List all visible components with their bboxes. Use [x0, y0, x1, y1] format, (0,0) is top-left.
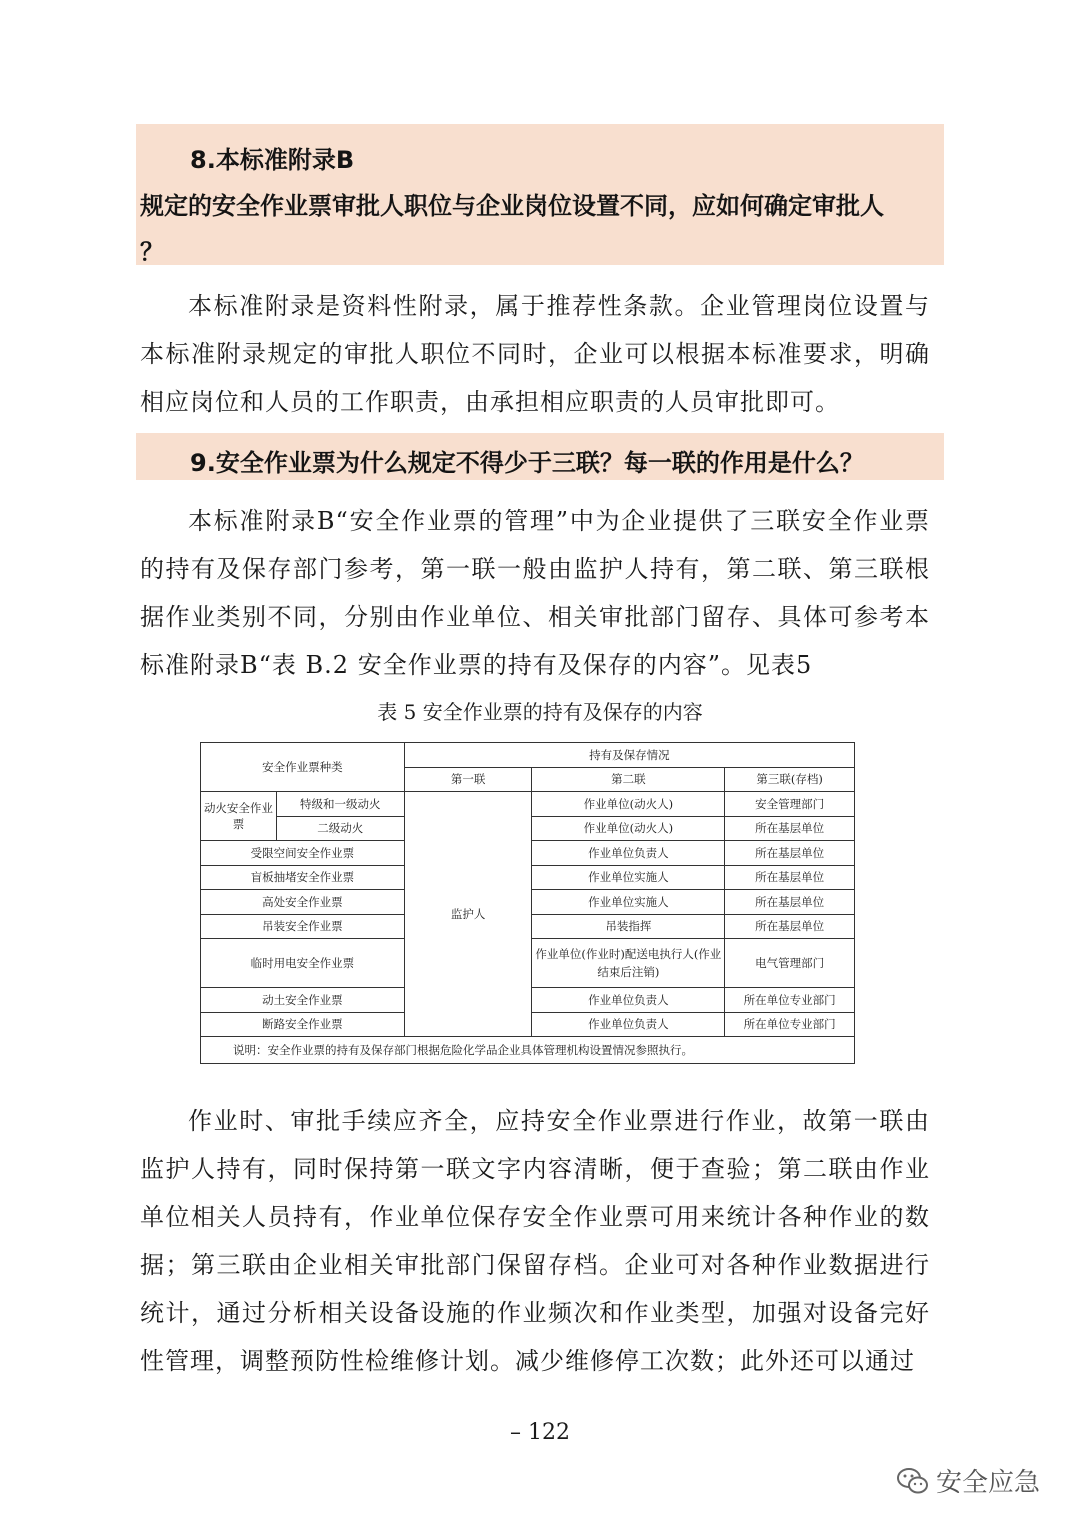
header-permit-type: 安全作业票种类	[201, 743, 405, 792]
second-copy-cell: 作业单位负责人	[532, 1012, 725, 1037]
permit-name-cell: 特级和一级动火	[276, 792, 404, 817]
third-copy-cell: 所在基层单位	[725, 841, 855, 866]
table-note: 说明：安全作业票的持有及保存部门根据危险化学品企业具体管理机构设置情况参照执行。	[201, 1037, 855, 1064]
table-row	[201, 792, 855, 817]
second-copy-cell: 作业单位负责人	[532, 988, 725, 1013]
watermark	[896, 1462, 1040, 1499]
permit-name-cell: 二级动火	[276, 816, 404, 841]
table-header-row	[201, 743, 855, 768]
second-copy-cell: 作业单位(动火人)	[532, 816, 725, 841]
third-copy-cell: 所在基层单位	[725, 914, 855, 939]
second-copy-cell: 作业单位实施人	[532, 890, 725, 915]
answer-9-body-paragraph: 作业时、审批手续应齐全，应持安全作业票进行作业，故第一联由监护人持有，同时保持第一联文字内容清晰，便于查验；第二联由作业单位相关人员持有，作业单位保存安全作业票可用来统计各种作业的数据；第三联由企业相关审批部门保留存档。企业可对各种作业数据进行统计，通过分析相关设备设施的作业频次和作业类型，加强对设备完好性管理，调整预防性检维修计划。减少维修停工次数；此外还可以通过	[140, 1107, 930, 1375]
second-copy-cell: 吊装指挥	[532, 914, 725, 939]
answer-8-paragraph: 本标准附录是资料性附录，属于推荐性条款。企业管理岗位设置与本标准附录规定的审批人职位不同时，企业可以根据本标准要求，明确相应岗位和人员的工作职责，由承担相应职责的人员审批即可。	[140, 292, 930, 416]
permit-retention-table	[200, 742, 855, 1064]
wechat-icon	[896, 1466, 930, 1496]
second-copy-cell: 作业单位(作业时)配送电执行人(作业结束后注销)	[532, 939, 725, 988]
permit-name-cell: 受限空间安全作业票	[201, 841, 405, 866]
answer-9-intro-paragraph: 本标准附录B“安全作业票的管理”中为企业提供了三联安全作业票的持有及保存部门参考，第一联一般由监护人持有，第二联、第三联根据作业类别不同，分别由作业单位、相关审批部门留存、具体可参考本标准附录B“表 B.2 安全作业票的持有及保存的内容”。见表5	[140, 507, 930, 679]
third-copy-cell: 电气管理部门	[725, 939, 855, 988]
header-second-copy: 第二联	[532, 767, 725, 792]
question-9-title: 9.安全作业票为什么规定不得少于三联？每一联的作用是什么？	[190, 449, 864, 477]
permit-name-cell: 盲板抽堵安全作业票	[201, 865, 405, 890]
second-copy-cell: 作业单位(动火人)	[532, 792, 725, 817]
table-caption: 表 5 安全作业票的持有及保存的内容	[377, 700, 703, 724]
watermark-text: 安全应急	[936, 1468, 1041, 1498]
header-first-copy: 第一联	[404, 767, 532, 792]
second-copy-cell: 作业单位实施人	[532, 865, 725, 890]
permit-name-cell: 断路安全作业票	[201, 1012, 405, 1037]
third-copy-cell: 安全管理部门	[725, 792, 855, 817]
third-copy-cell: 所在基层单位	[725, 816, 855, 841]
first-copy-holder-cell: 监护人	[404, 792, 532, 1037]
header-third-copy: 第三联(存档)	[725, 767, 855, 792]
permit-name-cell: 临时用电安全作业票	[201, 939, 405, 988]
question-8-title: 8.本标准附录B	[190, 146, 355, 174]
permit-name-cell: 动土安全作业票	[201, 988, 405, 1013]
permit-name-cell: 吊装安全作业票	[201, 914, 405, 939]
permit-name-cell: 高处安全作业票	[201, 890, 405, 915]
question-8-text: 规定的安全作业票审批人职位与企业岗位设置不同，应如何确定审批人	[140, 192, 884, 220]
question-8-text-cont: ？	[140, 238, 164, 266]
header-retention-group: 持有及保存情况	[404, 743, 854, 768]
page-number: – 122	[510, 1420, 570, 1445]
fire-permit-group-cell: 动火安全作业票	[201, 792, 277, 841]
third-copy-cell: 所在单位专业部门	[725, 1012, 855, 1037]
third-copy-cell: 所在基层单位	[725, 890, 855, 915]
second-copy-cell: 作业单位负责人	[532, 841, 725, 866]
third-copy-cell: 所在单位专业部门	[725, 988, 855, 1013]
third-copy-cell: 所在基层单位	[725, 865, 855, 890]
table-note-row	[201, 1037, 855, 1064]
